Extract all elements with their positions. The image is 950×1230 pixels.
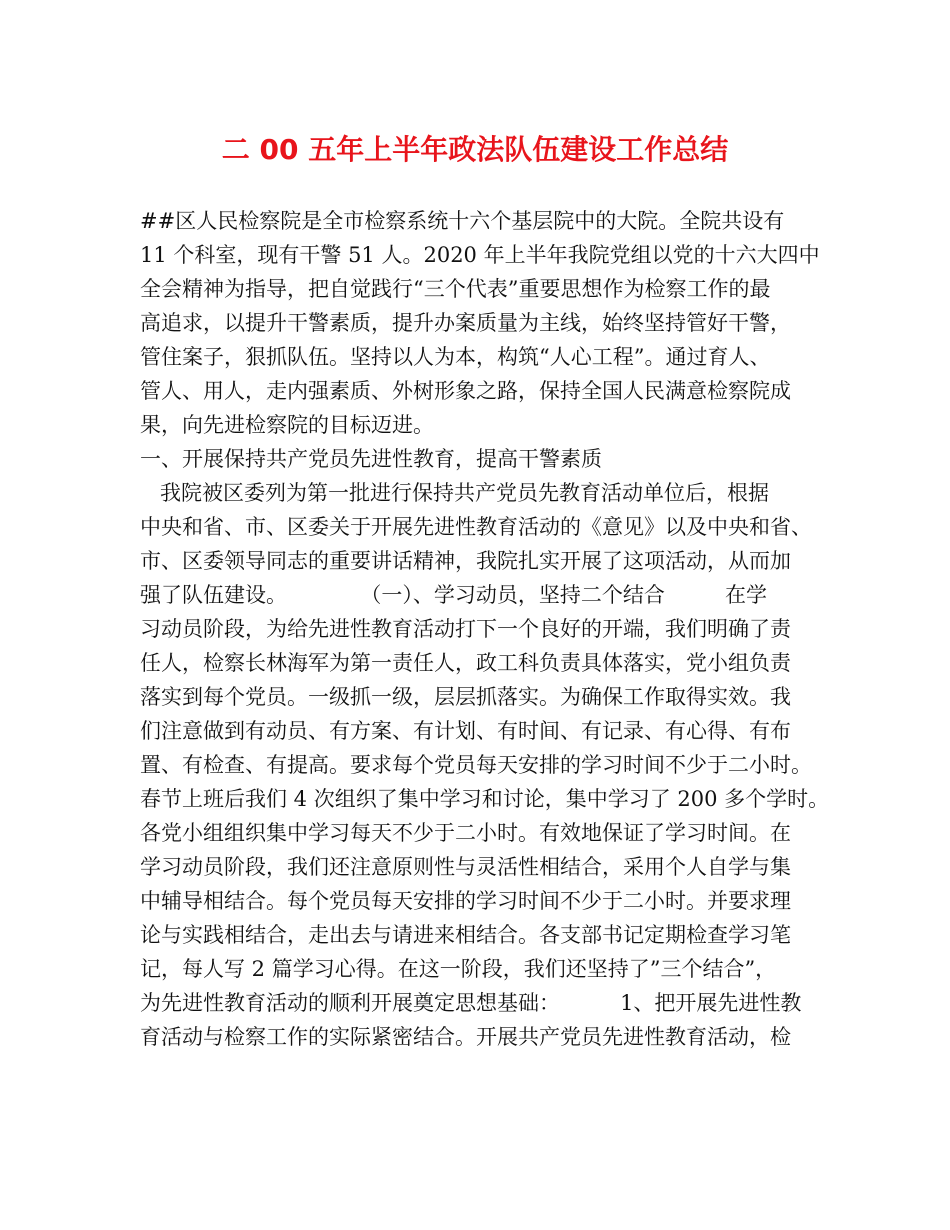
body-line: 春节上班后我们 4 次组织了集中学习和讨论，集中学习了 200 多个学时。 xyxy=(140,787,830,811)
body-line: 论与实践相结合，走出去与请进来相结合。各支部书记定期检查学习笔 xyxy=(140,923,791,947)
body-line: 11 个科室，现有干警 51 人。2020 年上半年我院党组以党的十六大四中 xyxy=(140,243,820,267)
body-line: 管人、用人，走内强素质、外树形象之路，保持全国人民满意检察院成 xyxy=(140,379,791,403)
body-line: 记，每人写 2 篇学习心得。在这一阶段，我们还坚持了”三个结合”， xyxy=(140,957,777,981)
section-heading: 一、开展保持共产党员先进性教育，提高干警素质 xyxy=(140,447,602,471)
body-line: 全会精神为指导，把自觉践行“三个代表”重要思想作为检察工作的最 xyxy=(140,277,771,301)
body-line: 管住案子，狠抓队伍。坚持以人为本，构筑“人心工程”。通过育人、 xyxy=(140,345,771,369)
body-line: 置、有检查、有提高。要求每个党员每天安排的学习时间不少于二小时。 xyxy=(140,753,812,777)
body-line: ##区人民检察院是全市检察系统十六个基层院中的大院。全院共设有 xyxy=(140,209,785,233)
body-line: 习动员阶段，为给先进性教育活动打下一个良好的开端，我们明确了责 xyxy=(140,617,791,641)
body-line: 落实到每个党员。一级抓一级，层层抓落实。为确保工作取得实效。我 xyxy=(140,685,791,709)
document-body xyxy=(140,204,830,1054)
body-line: 中央和省、市、区委关于开展先进性教育活动的《意见》以及中央和省、 xyxy=(140,515,812,539)
body-line: 强了队伍建设。 （一）、学习动员，坚持二个结合 在学 xyxy=(140,583,768,607)
body-line: 任人，检察长林海军为第一责任人，政工科负责具体落实，党小组负责 xyxy=(140,651,791,675)
body-line: 为先进性教育活动的顺利开展奠定思想基础： 1、把开展先进性教 xyxy=(140,991,802,1015)
body-line: 我院被区委列为第一批进行保持共产党员先教育活动单位后，根据 xyxy=(140,481,770,505)
body-line: 高追求，以提升干警素质，提升办案质量为主线，始终坚持管好干警， xyxy=(140,311,791,335)
body-line: 各党小组组织集中学习每天不少于二小时。有效地保证了学习时间。在 xyxy=(140,821,791,845)
body-line: 们注意做到有动员、有方案、有计划、有时间、有记录、有心得、有布 xyxy=(140,719,791,743)
body-line: 市、区委领导同志的重要讲话精神，我院扎实开展了这项活动，从而加 xyxy=(140,549,791,573)
body-line: 育活动与检察工作的实际紧密结合。开展共产党员先进性教育活动，检 xyxy=(140,1025,791,1049)
body-line: 学习动员阶段，我们还注意原则性与灵活性相结合，采用个人自学与集 xyxy=(140,855,791,879)
document-title: 二 00 五年上半年政法队伍建设工作总结 xyxy=(221,133,729,166)
body-line: 中辅导相结合。每个党员每天安排的学习时间不少于二小时。并要求理 xyxy=(140,889,791,913)
body-line: 果，向先进检察院的目标迈进。 xyxy=(140,413,434,437)
